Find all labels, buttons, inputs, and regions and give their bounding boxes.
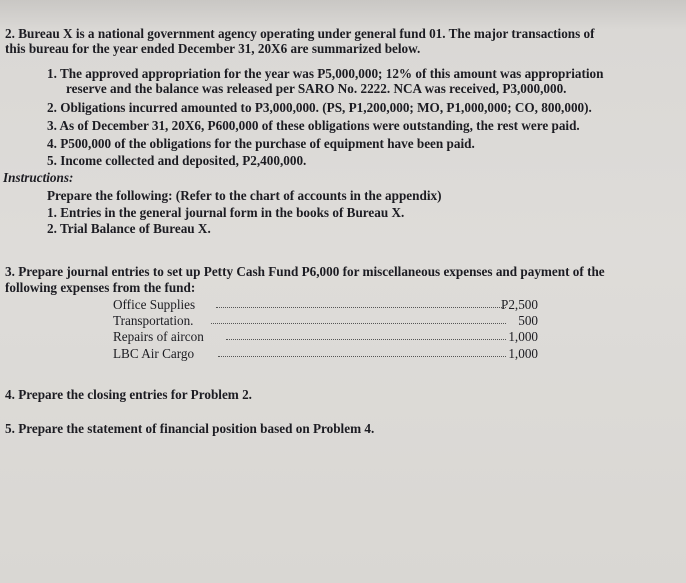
- dot-leader: [218, 356, 506, 357]
- instruction-2: 2. Trial Balance of Bureau X.: [47, 221, 211, 236]
- transaction-5: 5. Income collected and deposited, P2,400,000.: [47, 153, 307, 168]
- transaction-3: 3. As of December 31, 20X6, P600,000 of these obligations were outstanding, the rest were paid.: [47, 118, 580, 133]
- problem-2-intro: 2. Bureau X is a national government agency operating under general fund 01. The major transactions of: [5, 26, 595, 41]
- expense-label: Office Supplies: [113, 297, 196, 312]
- problem-3-text: 3. Prepare journal entries to set up Petty Cash Fund P6,000 for miscellaneous expenses and payment of the: [5, 264, 605, 279]
- dot-leader: [216, 307, 506, 308]
- expense-label: LBC Air Cargo: [113, 346, 195, 361]
- instructions-intro: Prepare the following: (Refer to the chart of accounts in the appendix): [47, 188, 442, 203]
- expense-label: Transportation.: [113, 313, 194, 328]
- instruction-1: 1. Entries in the general journal form in the books of Bureau X.: [47, 205, 405, 220]
- expense-row-office-supplies: [113, 297, 538, 312]
- transaction-4: 4. P500,000 of the obligations for the purchase of equipment have been paid.: [47, 136, 475, 151]
- dot-leader: [211, 323, 506, 324]
- problem-3-text-cont: following expenses from the fund:: [5, 280, 196, 295]
- transaction-1: 1. The approved appropriation for the year was P5,000,000; 12% of this amount was appropriation: [47, 66, 604, 81]
- instructions-heading: Instructions:: [3, 170, 74, 185]
- problem-5-text: 5. Prepare the statement of financial position based on Problem 4.: [5, 421, 375, 436]
- transaction-2: 2. Obligations incurred amounted to P3,000,000. (PS, P1,200,000; MO, P1,000,000; CO, 800,000).: [47, 100, 592, 115]
- expense-amount: 1,000: [508, 329, 538, 344]
- expense-row-lbc-air-cargo: [113, 346, 538, 361]
- expense-row-repairs-of-aircon: [113, 329, 538, 344]
- expense-amount: 500: [518, 313, 538, 328]
- problem-4-text: 4. Prepare the closing entries for Problem 2.: [5, 387, 252, 402]
- expense-label: Repairs of aircon: [113, 329, 204, 344]
- problem-2-intro-cont: this bureau for the year ended December 31, 20X6 are summarized below.: [5, 41, 421, 56]
- dot-leader: [226, 339, 506, 340]
- expense-amount: P2,500: [500, 297, 538, 312]
- expense-amount: 1,000: [508, 346, 538, 361]
- expense-row-transportation: [113, 313, 538, 328]
- transaction-1-cont: reserve and the balance was released per SARO No. 2222. NCA was received, P3,000,000.: [66, 81, 567, 96]
